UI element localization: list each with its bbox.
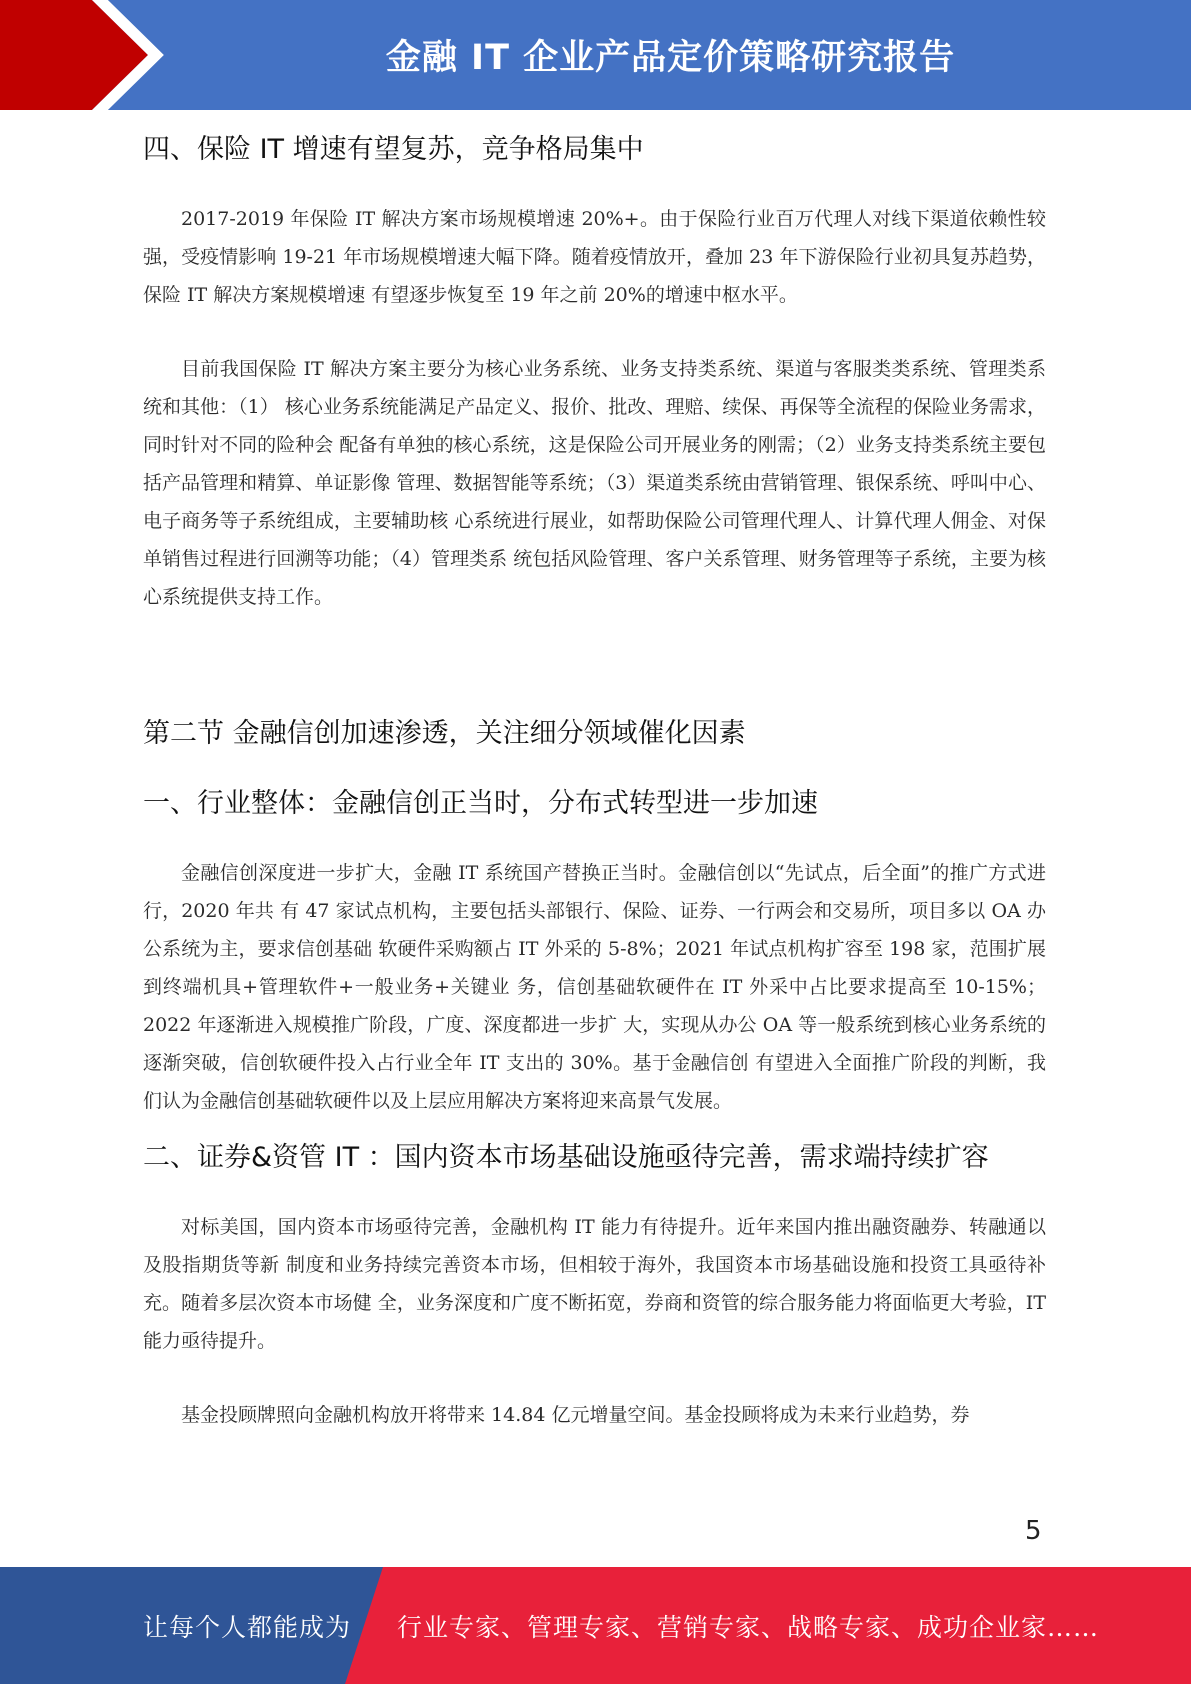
section-heading: 一、行业整体：金融信创正当时，分布式转型进一步加速 xyxy=(143,788,818,819)
paragraph: 2017-2019 年保险 IT 解决方案市场规模增速 20%+。由于保险行业百万代理人对线下渠道依赖性较强，受疫情影响 19-21 年市场规模增速大幅下降。随着疫情放开，叠加 23 年下游保险行业初具复苏趋势，保险 IT 解决方案规模增速 有望逐步恢复至 19 年之前 20%的增速中枢水平。 xyxy=(143,208,1046,306)
paragraph: 对标美国，国内资本市场亟待完善，金融机构 IT 能力有待提升。近年来国内推出融资融券、转融通以及股指期货等新 制度和业务持续完善资本市场，但相较于海外，我国资本市场基础设施和投资工具亟待补充。随着多层次资本市场健 全，业务深度和广度不断拓宽，券商和资管的综合服务能力将面临更大考验，IT 能力亟待提升。 xyxy=(143,1216,1046,1352)
paragraph: 目前我国保险 IT 解决方案主要分为核心业务系统、业务支持类系统、渠道与客服类类系统、管理类系统和其他：（1） 核心业务系统能满足产品定义、报价、批改、理赔、续保、再保等全流程的保险业务需求，同时针对不同的险种会 配备有单独的核心系统，这是保险公司开展业务的刚需；（2）业务支持类系统主要包括产品管理和精算、单证影像 管理、数据智能等系统；（3）渠道类系统由营销管理、银保系统、呼叫中心、电子商务等子系统组成，主要辅助核 心系统进行展业，如帮助保险公司管理代理人、计算代理人佣金、对保单销售过程进行回溯等功能；（4）管理类系 统包括风险管理、客户关系管理、财务管理等子系统，主要为核心系统提供支持工作。 xyxy=(143,358,1046,608)
footer-banner xyxy=(0,1567,1191,1684)
paragraph: 基金投顾牌照向金融机构放开将带来 14.84 亿元增量空间。基金投顾将成为未来行业趋势，券 xyxy=(181,1404,970,1426)
report-title: 金融 IT 企业产品定价策略研究报告 xyxy=(385,38,956,78)
footer-slogan-right: 行业专家、管理专家、营销专家、战略专家、成功企业家…… xyxy=(397,1612,1100,1642)
page-number: 5 xyxy=(1025,1516,1042,1546)
chapter-heading: 第二节 金融信创加速渗透，关注细分领域催化因素 xyxy=(143,718,746,749)
paragraph: 金融信创深度进一步扩大，金融 IT 系统国产替换正当时。金融信创以“先试点，后全面”的推广方式进行，2020 年共 有 47 家试点机构，主要包括头部银行、保险、证券、一行两会和交易所，项目多以 OA 办公系统为主，要求信创基础 软硬件采购额占 IT 外采的 5-8%；2021 年试点机构扩容至 198 家，范围扩展到终端机具+管理软件+一般业务+关键业 务，信创基础软硬件在 IT 外采中占比要求提高至 10-15%；2022 年逐渐进入规模推广阶段，广度、深度都进一步扩 大，实现从办公 OA 等一般系统到核心业务系统的逐渐突破，信创软硬件投入占行业全年 IT 支出的 30%。基于金融信创 有望进入全面推广阶段的判断，我们认为金融信创基础软硬件以及上层应用解决方案将迎来高景气发展。 xyxy=(143,862,1046,1112)
footer-slogan-left: 让每个人都能成为 xyxy=(143,1612,352,1642)
section-heading: 四、保险 IT 增速有望复苏，竞争格局集中 xyxy=(143,134,644,165)
main-content xyxy=(143,128,1046,1434)
section-heading: 二、证券&资管 IT ：国内资本市场基础设施亟待完善，需求端持续扩容 xyxy=(143,1142,989,1173)
header-banner xyxy=(0,0,1191,110)
